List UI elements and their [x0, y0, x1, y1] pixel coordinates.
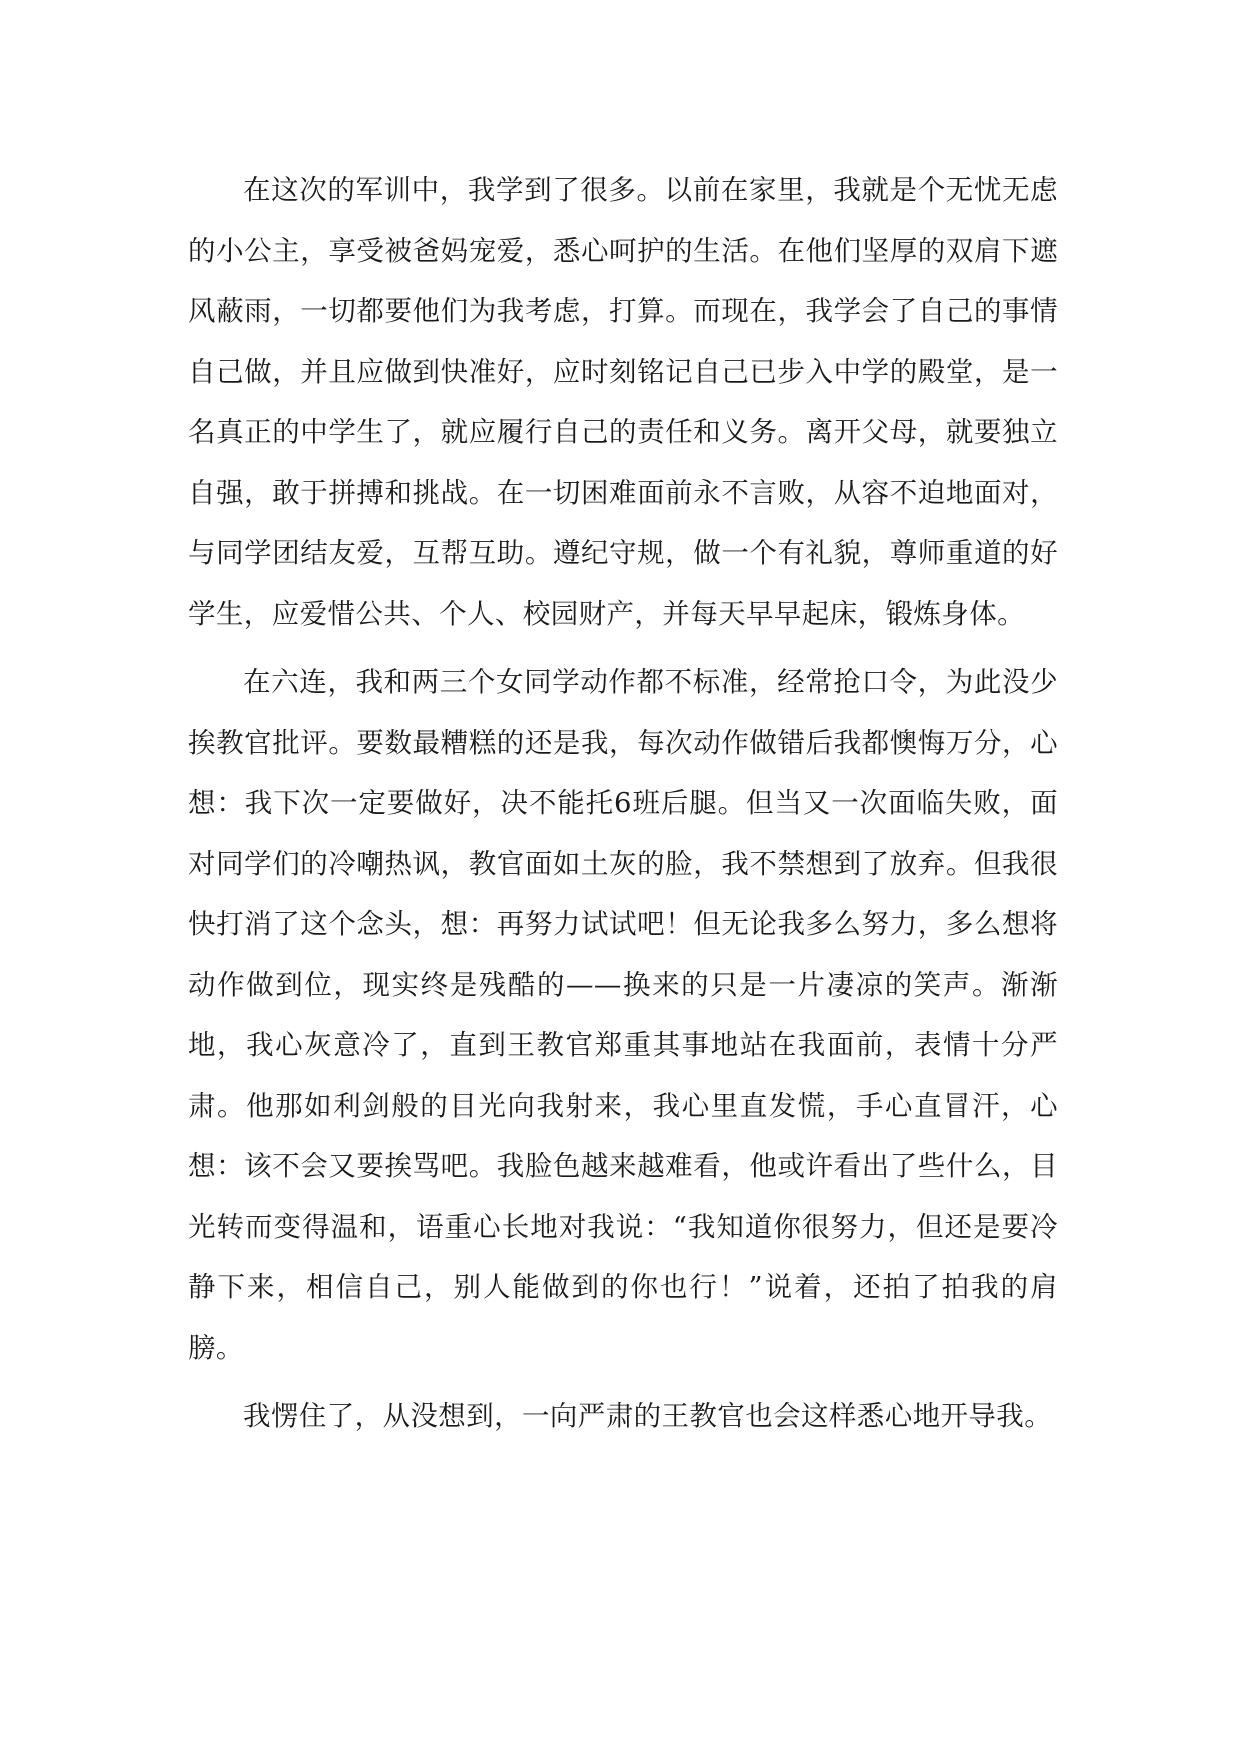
essay-body [188, 160, 1058, 1455]
paragraph-1: 在这次的军训中，我学到了很多。以前在家里，我就是个无忧无虑的小公主，享受被爸妈宠爱，悉心呵护的生活。在他们坚厚的双肩下遮风蔽雨，一切都要他们为我考虑，打算。而现在，我学会了自己的事情自己做，并且应做到快准好，应时刻铭记自己已步入中学的殿堂，是一名真正的中学生了，就应履行自己的责任和义务。离开父母，就要独立自强，敢于拼搏和挑战。在一切困难面前永不言败，从容不迫地面对，与同学团结友爱，互帮互助。遵纪守规，做一个有礼貌，尊师重道的好学生，应爱惜公共、个人、校园财产，并每天早早起床，锻炼身体。 [188, 174, 1058, 630]
paragraph-3: 我愣住了，从没想到，一向严肃的王教官也会这样悉心地开导我。 [243, 1400, 1053, 1432]
paragraph-2: 在六连，我和两三个女同学动作都不标准，经常抢口令，为此没少挨教官批评。要数最糟糕的还是我，每次动作做错后我都懊悔万分，心想：我下次一定要做好，决不能托6班后腿。但当又一次面临失败，面对同学们的冷嘲热讽，教官面如土灰的脸，我不禁想到了放弃。但我很快打消了这个念头，想：再努力试试吧！但无论我多么努力，多么想将动作做到位，现实终是残酷的——换来的只是一片凄凉的笑声。渐渐地，我心灰意冷了，直到王教官郑重其事地站在我面前，表情十分严肃。他那如利剑般的目光向我射来，我心里直发慌，手心直冒汗，心想：该不会又要挨骂吧。我脸色越来越难看，他或许看出了些什么，目光转而变得温和，语重心长地对我说：“我知道你很努力，但还是要冷静下来，相信自己，别人能做到的你也行！”说着，还拍了拍我的肩膀。 [188, 666, 1058, 1364]
